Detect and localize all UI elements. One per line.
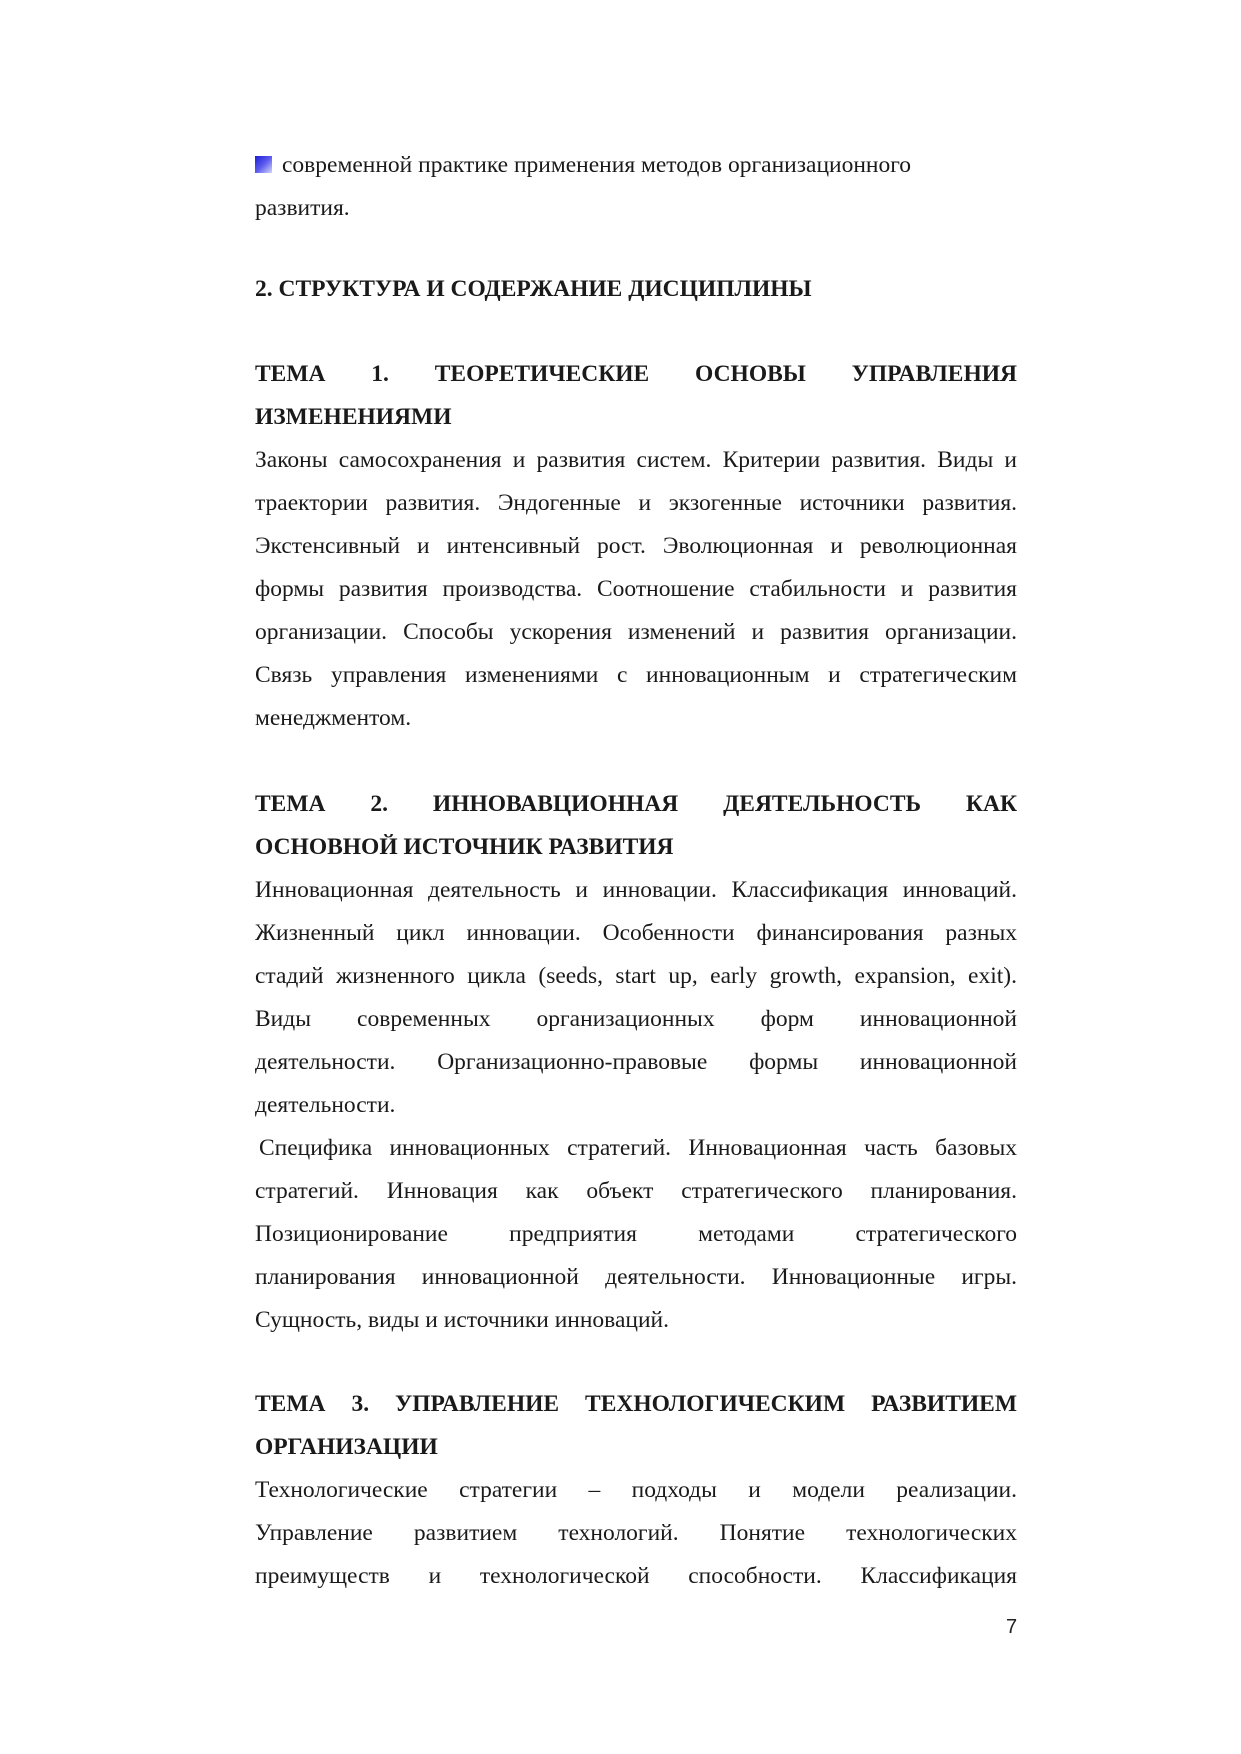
topic-3-line: Технологические стратегии – подходы и модели реализации. [255, 1477, 1017, 1503]
topic-3-heading-line-1: ТЕМА 3. УПРАВЛЕНИЕ ТЕХНОЛОГИЧЕСКИМ РАЗВИТИЕМ [255, 1391, 1017, 1417]
topic-2-line: Виды современных организационных форм инновационной [255, 1006, 1017, 1032]
topic-2-line: стратегий. Инновация как объект стратегического планирования. [255, 1178, 1017, 1204]
square-bullet-icon [255, 156, 272, 173]
topic-1-line: траектории развития. Эндогенные и экзогенные источники развития. [255, 490, 1017, 516]
topic-2-heading-line-2: ОСНОВНОЙ ИСТОЧНИК РАЗВИТИЯ [255, 834, 674, 860]
topic-2-line: деятельности. [255, 1092, 396, 1118]
topic-1-line: формы развития производства. Соотношение стабильности и развития [255, 576, 1017, 602]
topic-3 [255, 1383, 1017, 1598]
topic-2-line: деятельности. Организационно-правовые формы инновационной [255, 1049, 1017, 1075]
section-heading: 2. СТРУКТУРА И СОДЕРЖАНИЕ ДИСЦИПЛИНЫ [255, 276, 812, 302]
topic-2-heading-line-1: ТЕМА 2. ИННОВАВЦИОННАЯ ДЕЯТЕЛЬНОСТЬ КАК [255, 791, 1017, 817]
topic-1-heading-line-2: ИЗМЕНЕНИЯМИ [255, 404, 452, 430]
topic-2-line: Позиционирование предприятия методами стратегического [255, 1221, 1017, 1247]
intro-text-1: современной практике применения методов организационного [282, 152, 912, 178]
topic-1-line: организации. Способы ускорения изменений и развития организации. [255, 619, 1017, 645]
topic-2-line: Сущность, виды и источники инноваций. [255, 1307, 670, 1333]
topic-2-line: Инновационная деятельность и инновации. Классификация инноваций. [255, 877, 1017, 903]
topic-1 [255, 353, 1017, 740]
topic-1-line: менеджментом. [255, 705, 412, 731]
intro-line-1 [255, 144, 1017, 187]
topic-1-line: Законы самосохранения и развития систем. Критерии развития. Виды и [255, 447, 1017, 473]
intro-block [255, 144, 1017, 230]
section-heading-block [255, 268, 1017, 311]
topic-2 [255, 783, 1017, 1342]
topic-1-line: Связь управления изменениями с инновационным и стратегическим [255, 662, 1017, 688]
topic-2-line: планирования инновационной деятельности. Инновационные игры. [255, 1264, 1017, 1290]
topic-2-line: Жизненный цикл инновации. Особенности финансирования разных [255, 920, 1017, 946]
page-number: 7 [1006, 1616, 1018, 1638]
topic-2-line: стадий жизненного цикла (seeds, start up, early growth, expansion, exit). [255, 963, 1017, 989]
topic-3-line: Управление развитием технологий. Понятие технологических [255, 1520, 1017, 1546]
topic-1-heading-line-1: ТЕМА 1. ТЕОРЕТИЧЕСКИЕ ОСНОВЫ УПРАВЛЕНИЯ [255, 361, 1017, 387]
topic-2-line: Специфика инновационных стратегий. Инновационная часть базовых [259, 1135, 1017, 1161]
intro-line-2: развития. [255, 195, 350, 221]
topic-1-line: Экстенсивный и интенсивный рост. Эволюционная и революционная [255, 533, 1017, 559]
topic-3-line: преимуществ и технологической способности. Классификация [255, 1563, 1017, 1589]
topic-3-heading-line-2: ОРГАНИЗАЦИИ [255, 1434, 438, 1460]
